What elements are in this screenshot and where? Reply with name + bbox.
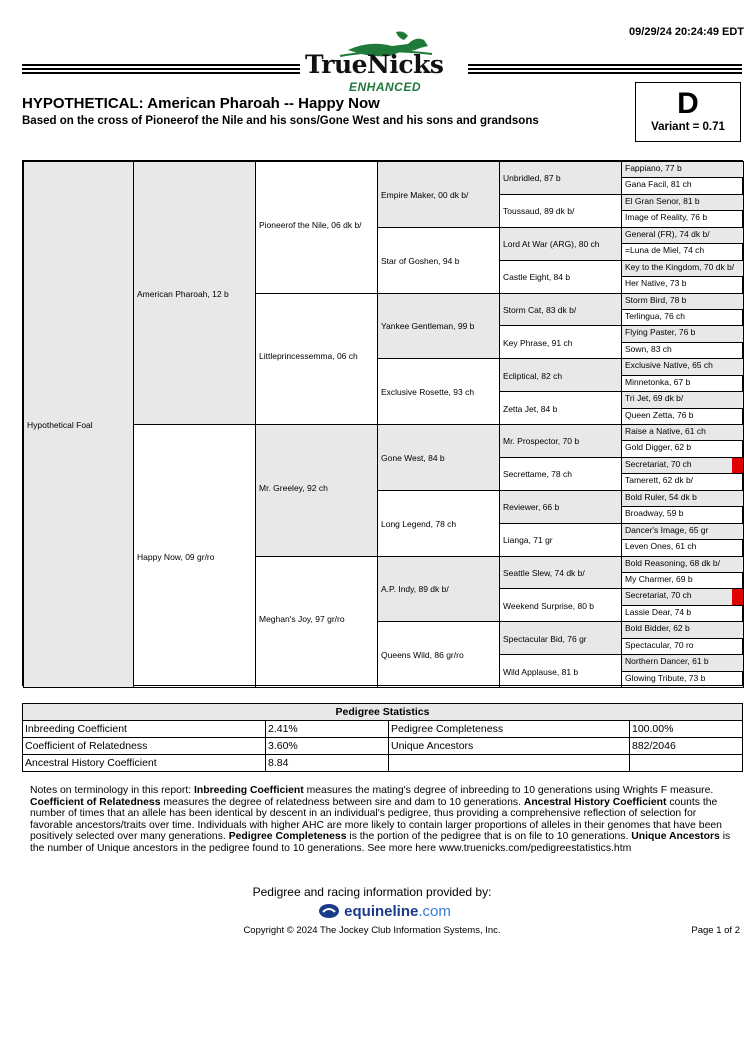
horse-name: Her Native, 73 b xyxy=(625,278,687,289)
horse-name: Unbridled, 87 b xyxy=(503,173,561,184)
pedigree-cell-gen2 xyxy=(255,424,378,557)
pedigree-cell-gen3 xyxy=(377,161,500,228)
pedigree-cell-gen5 xyxy=(621,523,744,540)
pedigree-cell-gen3 xyxy=(377,621,500,688)
stat-label: Coefficient of Relatedness xyxy=(23,738,266,755)
horse-name: Exclusive Rosette, 93 ch xyxy=(381,387,475,398)
pedigree-cell-gen2 xyxy=(255,556,378,689)
horse-name: Tamerett, 62 dk b/ xyxy=(625,475,694,486)
pedigree-cell-gen2 xyxy=(255,161,378,294)
horse-name: Castle Eight, 84 b xyxy=(503,272,571,283)
stat-label: Unique Ancestors xyxy=(389,738,630,755)
pedigree-cell-gen4 xyxy=(499,654,622,688)
pedigree-cell-gen5 xyxy=(621,572,744,589)
pedigree-cell-gen5 xyxy=(621,161,744,178)
logo-wordmark: TrueNicks xyxy=(305,50,444,79)
pedigree-cell-gen5 xyxy=(621,325,744,342)
horse-name: Key to the Kingdom, 70 dk b/ xyxy=(625,261,735,272)
horse-name: Empire Maker, 00 dk b/ xyxy=(381,189,469,200)
pedigree-cell-gen5 xyxy=(621,638,744,655)
grade-letter: D xyxy=(677,87,699,120)
horse-name: Mr. Prospector, 70 b xyxy=(503,436,580,447)
horse-name: Weekend Surprise, 80 b xyxy=(503,600,595,611)
horse-name: General (FR), 74 dk b/ xyxy=(625,228,710,239)
stat-label: Ancestral History Coefficient xyxy=(23,755,266,772)
horse-name: Secrettame, 78 ch xyxy=(503,469,572,480)
pedigree-chart xyxy=(22,160,743,686)
pedigree-cell-gen5 xyxy=(621,210,744,227)
pedigree-cell-gen4 xyxy=(499,391,622,425)
statistics-heading: Pedigree Statistics xyxy=(23,704,743,721)
horse-name: El Gran Senor, 81 b xyxy=(625,195,700,206)
horse-name: Glowing Tribute, 73 b xyxy=(625,672,706,683)
stat-label xyxy=(389,755,630,772)
stat-value: 882/2046 xyxy=(630,738,743,755)
horse-name: Lord At War (ARG), 80 ch xyxy=(503,239,600,250)
inbreeding-flag-icon xyxy=(732,458,743,473)
stat-value: 2.41% xyxy=(266,721,389,738)
pedigree-cell-gen5 xyxy=(621,260,744,277)
horse-name: Gold Digger, 62 b xyxy=(625,442,692,453)
pedigree-cell-gen5 xyxy=(621,309,744,326)
horse-name: Minnetonka, 67 b xyxy=(625,376,691,387)
horse-name: Meghan's Joy, 97 gr/ro xyxy=(259,613,345,624)
horse-name: Raise a Native, 61 ch xyxy=(625,426,706,436)
pedigree-cell-gen5 xyxy=(621,227,744,244)
horse-name: Queens Wild, 86 gr/ro xyxy=(381,650,464,661)
horse-name: Seattle Slew, 74 dk b/ xyxy=(503,567,585,578)
horse-name: Queen Zetta, 76 b xyxy=(625,409,694,420)
horse-name: Secretariat, 70 ch xyxy=(625,590,692,601)
pedigree-cell-gen5 xyxy=(621,293,744,310)
horse-name: Secretariat, 70 ch xyxy=(625,458,692,469)
stat-value: 3.60% xyxy=(266,738,389,755)
horse-name: Key Phrase, 91 ch xyxy=(503,337,573,348)
pedigree-cell-gen4 xyxy=(499,457,622,491)
horse-name: Toussaud, 89 dk b/ xyxy=(503,206,575,217)
pedigree-cell-gen5 xyxy=(621,539,744,556)
horse-name: Dancer's Image, 65 gr xyxy=(625,524,709,535)
table-row xyxy=(23,738,743,755)
horse-name: Bold Bidder, 62 b xyxy=(625,623,690,634)
horse-name: Reviewer, 66 b xyxy=(503,502,560,513)
horse-name: Tri Jet, 69 dk b/ xyxy=(625,393,684,404)
horse-name: Exclusive Native, 65 ch xyxy=(625,360,713,371)
horse-name: Hypothetical Foal xyxy=(27,420,93,430)
pedigree-cell-gen5 xyxy=(621,556,744,573)
pedigree-cell-gen3 xyxy=(377,424,500,491)
horse-name: Littleprincessemma, 06 ch xyxy=(259,350,358,361)
pedigree-statistics-table xyxy=(22,703,743,772)
horse-name: Spectacular Bid, 76 gr xyxy=(503,633,587,644)
horse-name: Bold Reasoning, 68 dk b/ xyxy=(625,557,720,568)
stat-label: Inbreeding Coefficient xyxy=(23,721,266,738)
report-subtitle: Based on the cross of Pioneerof the Nile and his sons/Gone West and his sons and grandsons xyxy=(22,115,539,127)
pedigree-cell-gen5 xyxy=(621,621,744,638)
pedigree-cell-gen5 xyxy=(621,588,744,605)
pedigree-cell-gen4 xyxy=(499,424,622,458)
horse-name: Yankee Gentleman, 99 b xyxy=(381,321,475,332)
stat-value xyxy=(630,755,743,772)
pedigree-cell-gen4 xyxy=(499,490,622,524)
pedigree-cell-gen3 xyxy=(377,358,500,425)
pedigree-cell-gen5 xyxy=(621,457,744,474)
horse-name: =Luna de Miel, 74 ch xyxy=(625,245,705,256)
pedigree-cell-gen4 xyxy=(499,161,622,195)
horse-name: Terlingua, 76 ch xyxy=(625,310,686,321)
horse-name: Wild Applause, 81 b xyxy=(503,666,579,677)
horse-name: Fappiano, 77 b xyxy=(625,163,682,173)
horse-name: Storm Cat, 83 dk b/ xyxy=(503,304,577,315)
pedigree-cell-gen5 xyxy=(621,408,744,425)
pedigree-cell-gen5 xyxy=(621,358,744,375)
pedigree-cell-gen0 xyxy=(23,161,134,688)
page-number: Page 1 of 2 xyxy=(691,925,740,936)
equineline-icon xyxy=(318,903,340,919)
pedigree-cell-gen5 xyxy=(621,605,744,622)
horse-name: Sown, 83 ch xyxy=(625,343,672,354)
pedigree-cell-gen4 xyxy=(499,588,622,622)
pedigree-cell-gen1 xyxy=(133,161,256,425)
table-row xyxy=(23,755,743,772)
pedigree-cell-gen4 xyxy=(499,194,622,228)
horse-name: Ecliptical, 82 ch xyxy=(503,370,563,381)
report-timestamp: 09/29/24 20:24:49 EDT xyxy=(629,26,744,38)
pedigree-cell-gen4 xyxy=(499,325,622,359)
equineline-logo: equineline.com xyxy=(318,903,451,920)
stat-value: 100.00% xyxy=(630,721,743,738)
pedigree-cell-gen4 xyxy=(499,556,622,590)
pedigree-cell-gen1 xyxy=(133,424,256,688)
horse-name: My Charmer, 69 b xyxy=(625,573,693,584)
pedigree-cell-gen4 xyxy=(499,293,622,327)
stat-value: 8.84 xyxy=(266,755,389,772)
horse-name: Gana Facil, 81 ch xyxy=(625,179,692,190)
pedigree-cell-gen5 xyxy=(621,177,744,194)
pedigree-cell-gen3 xyxy=(377,556,500,623)
pedigree-cell-gen2 xyxy=(255,293,378,426)
pedigree-cell-gen5 xyxy=(621,473,744,490)
table-row xyxy=(23,721,743,738)
pedigree-cell-gen4 xyxy=(499,227,622,261)
horse-name: Pioneerof the Nile, 06 dk b/ xyxy=(259,220,362,230)
pedigree-cell-gen3 xyxy=(377,293,500,360)
logo-enhanced-label: ENHANCED xyxy=(349,80,422,94)
horse-name: Bold Ruler, 54 dk b xyxy=(625,491,697,502)
pedigree-cell-gen5 xyxy=(621,671,744,688)
pedigree-cell-gen3 xyxy=(377,227,500,294)
horse-name: Lianga, 71 gr xyxy=(503,535,553,546)
inbreeding-flag-icon xyxy=(732,589,743,604)
pedigree-cell-gen4 xyxy=(499,358,622,392)
report-title: HYPOTHETICAL: American Pharoah -- Happy Now xyxy=(22,95,380,112)
pedigree-cell-gen5 xyxy=(621,440,744,457)
pedigree-cell-gen5 xyxy=(621,654,744,671)
pedigree-cell-gen5 xyxy=(621,424,744,441)
pedigree-cell-gen5 xyxy=(621,490,744,507)
horse-name: Northern Dancer, 61 b xyxy=(625,656,709,667)
horse-name: A.P. Indy, 89 dk b/ xyxy=(381,584,449,595)
pedigree-cell-gen4 xyxy=(499,621,622,655)
horse-name: Happy Now, 09 gr/ro xyxy=(137,551,215,562)
horse-name: Long Legend, 78 ch xyxy=(381,518,457,529)
pedigree-cell-gen4 xyxy=(499,523,622,557)
terminology-notes: Notes on terminology in this report: Inbreeding Coefficient measures the mating's degree of inbreeding to 10 generations using Wrights F measure. Coefficient of Relatedness measures the degree of relatedness between sire and dam to 10 generations. Ancestral History Coefficient counts the number of times that an allele has been identical by descent in an individual's pedigree, thus providing a comprehensive reflection of selection for favorable ancestors/traits over time. Individuals with higher AHC are more likely to contain larger proportions of alleles in their genomes that have been positively selected over many generations. Pedigree Completeness is the portion of the pedigree that is on file to 10 generations. Unique Ancestors is the number of Unique ancestors in the pedigree found to 10 generations. See more here www.truenicks.com/pedigreestatistics.htm xyxy=(30,785,731,854)
horse-name: Leven Ones, 61 ch xyxy=(625,541,697,552)
stat-label: Pedigree Completeness xyxy=(389,721,630,738)
horse-name: Image of Reality, 76 b xyxy=(625,212,708,223)
horse-name: Zetta Jet, 84 b xyxy=(503,403,558,414)
pedigree-cell-gen4 xyxy=(499,260,622,294)
horse-name: Flying Paster, 76 b xyxy=(625,327,696,338)
pedigree-cell-gen5 xyxy=(621,276,744,293)
horse-name: Star of Goshen, 94 b xyxy=(381,255,460,266)
copyright-text: Copyright © 2024 The Jockey Club Information Systems, Inc. xyxy=(243,925,501,936)
horse-name: Lassie Dear, 74 b xyxy=(625,606,692,617)
horse-name: American Pharoah, 12 b xyxy=(137,288,229,299)
grade-box xyxy=(635,82,741,142)
horse-name: Broadway, 59 b xyxy=(625,508,684,519)
variant-value: Variant = 0.71 xyxy=(651,121,725,133)
pedigree-cell-gen5 xyxy=(621,342,744,359)
pedigree-cell-gen5 xyxy=(621,194,744,211)
provided-by-text: Pedigree and racing information provided by: xyxy=(252,885,492,899)
horse-name: Mr. Greeley, 92 ch xyxy=(259,483,328,493)
pedigree-cell-gen5 xyxy=(621,391,744,408)
pedigree-cell-gen5 xyxy=(621,375,744,392)
horse-name: Spectacular, 70 ro xyxy=(625,639,694,650)
pedigree-cell-gen5 xyxy=(621,506,744,523)
horse-name: Storm Bird, 78 b xyxy=(625,294,687,305)
horse-name: Gone West, 84 b xyxy=(381,452,445,463)
pedigree-cell-gen5 xyxy=(621,243,744,260)
pedigree-cell-gen3 xyxy=(377,490,500,557)
